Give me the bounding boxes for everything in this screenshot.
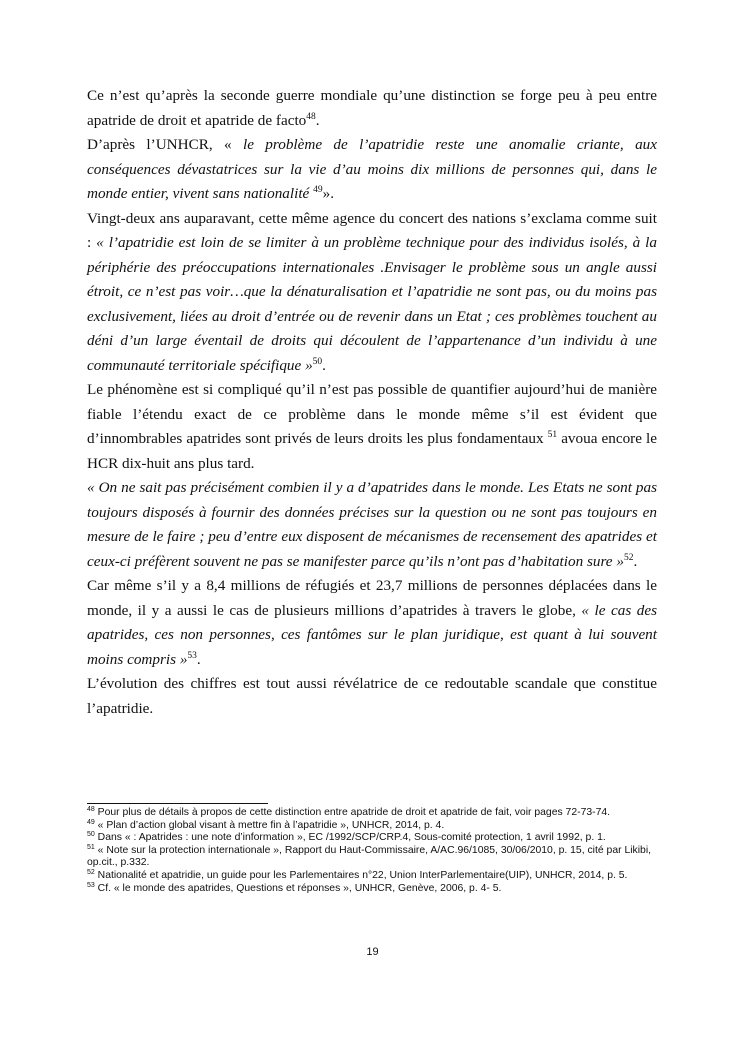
text-run: . — [322, 356, 326, 374]
footnote-reference: 48 — [306, 111, 316, 122]
text-run: ». — [322, 185, 334, 202]
footnote — [87, 870, 662, 883]
paragraph — [87, 574, 657, 672]
footnote-reference: 50 — [312, 356, 323, 367]
footnote-text: Pour plus de détails à propos de cette distinction entre apatride de droit et apatride de fait, voir pages 72-73-74. — [94, 807, 611, 818]
footnote-reference: 49 — [313, 185, 323, 195]
footnote-text: Dans « : Apatrides : une note d’information », EC /1992/SCP/CRP.4, Sous-comité protection, 1 avril 1992, p. 1. — [94, 832, 606, 844]
paragraph — [87, 207, 657, 379]
footnote-number: 50 — [87, 831, 95, 839]
footnote-reference: 52 — [623, 552, 634, 563]
text-run: Car même s’il y a 8,4 millions de réfugiés et 23,7 millions de personnes déplacées dans le monde, il y a aussi le cas de plusieurs millions d’apatrides à travers le globe, — [87, 577, 657, 619]
text-run: Le phénomène est si compliqué qu’il n’est pas possible de quantifier aujourd’hui de manière fiable l’étendu exact de ce problème dans le monde même s’il est évident que d’innombrables apatrides sont privés de leurs droits les plus fondamentaux — [87, 381, 657, 447]
footnote — [87, 832, 662, 845]
text-run: D’après l’UNHCR, « — [87, 136, 243, 153]
text-run: . — [196, 650, 201, 668]
footnote-text: « Note sur la protection internationale », Rapport du Haut-Commissaire, A/AC.96/1085, 30/06/2010, p. 15, cité par Likibi, op.cit., p.332. — [87, 844, 652, 869]
paragraph — [87, 133, 657, 207]
text-run: L’évolution des chiffres est tout aussi révélatrice de ce redoutable scandale que constitue l’apatridie. — [87, 675, 657, 717]
text-run: . — [633, 552, 638, 570]
footnotes — [87, 807, 662, 895]
footnote — [87, 883, 662, 896]
paragraph — [87, 378, 657, 476]
footnote-number: 48 — [87, 806, 95, 813]
footnote-text: Nationalité et apatridie, un guide pour les Parlementaires n°22, Union InterParlementaire(UIP), UNHCR, 2014, p. 5. — [94, 869, 628, 881]
paragraph — [87, 84, 657, 133]
footnote-text: Cf. « le monde des apatrides, Questions et réponses », UNHCR, Genève, 2006, p. 4- 5. — [94, 882, 502, 894]
footnote-reference: 51 — [547, 430, 558, 440]
footnote-separator — [87, 803, 268, 804]
paragraph — [87, 476, 657, 574]
text-run: avoua encore le HCR dix-huit ans plus tard. — [87, 430, 657, 472]
footnote — [87, 807, 662, 820]
footnote — [87, 820, 662, 833]
text-run: Ce n’est qu’après la seconde guerre mondiale qu’une distinction se forge peu à peu entre apatride de droit et apatride de facto — [87, 87, 657, 129]
text-run: Vingt-deux ans auparavant, cette même agence du concert des nations s’exclama comme suit : — [87, 209, 657, 251]
body-text — [87, 84, 657, 721]
quotation-text: « le cas des apatrides, ces non personnes, ces fantômes sur le plan juridique, est quant à lui souvent moins compris » — [87, 601, 657, 668]
quotation-text: « On ne sait pas précisément combien il y a d’apatrides dans le monde. Les Etats ne sont pas toujours disposés à fournir des données précises sur la question ou ne sont pas toujours en mesure de le faire ; peu d’entre eux disposent de mécanismes de recensement des apatrides et ceux-ci préfèrent souvent ne pas se manifester parce qu’ils n’ont pas d’habitation sure » — [87, 479, 657, 570]
footnote — [87, 845, 662, 870]
text-run: . — [315, 111, 320, 129]
page-number: 19 — [366, 946, 379, 958]
footnote-number: 53 — [87, 881, 95, 889]
footnote-number: 49 — [87, 818, 95, 826]
quotation-text: le problème de l’apatridie reste une anomalie criante, aux conséquences dévastatrices sur la vie d’au moins dix millions de personnes qui, dans le monde entier, vivent sans nationalité — [87, 136, 657, 202]
footnote-text: « Plan d’action global visant à mettre fin à l’apatridie », UNHCR, 2014, p. 4. — [94, 819, 445, 831]
paragraph — [87, 672, 657, 721]
quotation-text: « l’apatridie est loin de se limiter à un problème technique pour des individus isolés, à la périphérie des préoccupations internationales .Envisager le problème sous un angle aussi étroit, ce n’est pas voir…que la dénaturalisation et l’apatridie ne sont pas, ou du moins pas exclusivement, liées au droit d’entrée ou de revenir dans un Etat ; ces problèmes touchent au déni d’un large éventail de droits qui découlent de l’appartenance d’un individu à une communauté territoriale spécifique » — [87, 234, 657, 374]
footnote-number: 52 — [87, 868, 95, 876]
footnote-number: 51 — [87, 843, 95, 851]
footnote-reference: 53 — [187, 650, 197, 661]
